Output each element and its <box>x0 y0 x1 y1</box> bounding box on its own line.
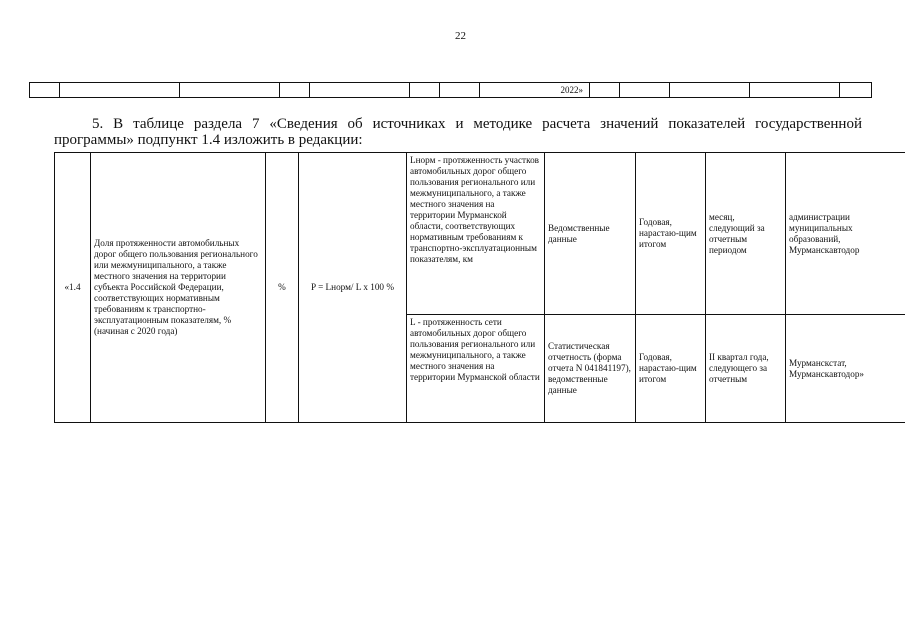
table-cell <box>670 83 750 98</box>
page-number: 22 <box>455 30 466 42</box>
table-row <box>55 153 905 315</box>
variable-cell: L - протяженность сети автомобильных дорог общего пользования регионального или межмуниципального, а также местного значения на территории Мурманской области <box>407 315 545 423</box>
table-cell <box>440 83 480 98</box>
previous-table-fragment <box>29 82 872 98</box>
table-cell <box>280 83 310 98</box>
table-cell <box>30 83 60 98</box>
item-number: «1.4 <box>55 153 91 423</box>
source-cell: Статистическая отчетность (форма отчета N 041841197), ведомственные данные <box>545 315 636 423</box>
periodicity-cell: Годовая, нарастаю-щим итогом <box>636 315 706 423</box>
unit-cell: % <box>266 153 299 423</box>
variable-cell: Lнорм - протяженность участков автомобильных дорог общего пользования регионального или межмуниципального, а также местного значения на территории Мурманской области, соответствующих нормативным требованиям к транспортно-эксплуатационным показателям, км <box>407 153 545 315</box>
indicator-table <box>54 152 905 423</box>
responsible-cell: администрации муниципальных образований, Мурманскавтодор <box>786 153 905 315</box>
table-cell <box>840 83 872 98</box>
table-cell <box>310 83 410 98</box>
indicator-name: Доля протяженности автомобильных дорог общего пользования регионального или межмуниципального, а также местного значения на территории субъекта Российской Федерации, соответствующих нормативным требованиям к транспортно-эксплуатационным показателям, % (начиная с 2020 года) <box>91 153 266 423</box>
table-row <box>30 83 872 98</box>
table-cell: 2022» <box>480 83 590 98</box>
table-cell <box>180 83 280 98</box>
table-cell <box>620 83 670 98</box>
table-cell <box>750 83 840 98</box>
table-cell <box>410 83 440 98</box>
table-cell <box>590 83 620 98</box>
responsible-cell: Мурманскстат, Мурманскавтодор» <box>786 315 905 423</box>
table-cell <box>60 83 180 98</box>
formula-cell: P = Lнорм/ L x 100 % <box>299 153 407 423</box>
intro-paragraph: 5. В таблице раздела 7 «Сведения об источниках и методике расчета значений показателей государственной программы» подпункт 1.4 изложить в редакции: <box>54 116 862 148</box>
source-cell: Ведомственные данные <box>545 153 636 315</box>
periodicity-cell: Годовая, нарастаю-щим итогом <box>636 153 706 315</box>
timing-cell: месяц, следующий за отчетным периодом <box>706 153 786 315</box>
timing-cell: II квартал года, следующего за отчетным <box>706 315 786 423</box>
